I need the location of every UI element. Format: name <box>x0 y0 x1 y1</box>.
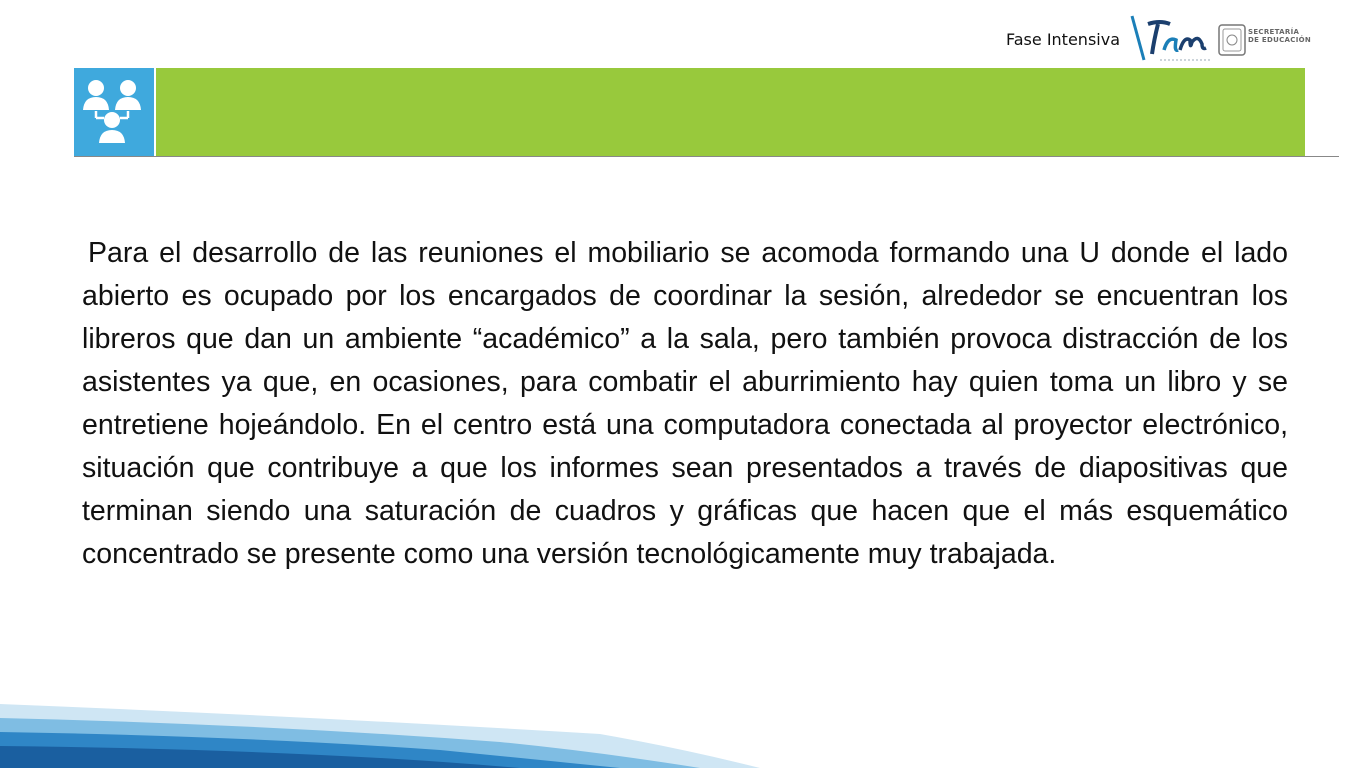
secretaria-logo-text: SECRETARÍA DE EDUCACIÓN <box>1248 28 1312 44</box>
people-network-icon <box>74 68 157 156</box>
government-seal-icon <box>1218 24 1246 56</box>
tam-logo <box>1130 14 1220 64</box>
divider <box>74 156 1339 157</box>
decorative-wave <box>0 690 1365 768</box>
title-banner <box>156 68 1305 156</box>
header-title: Fase Intensiva <box>1006 30 1120 49</box>
body-paragraph: Para el desarrollo de las reuniones el mobiliario se acomoda formando una U donde el lado abierto es ocupado por los encargados de coordinar la sesión, alrededor se encuentran los libreros que dan un ambiente “académico” a la sala, pero también provoca distracción de los asistentes ya que, en ocasiones, para combatir el aburrimiento hay quien toma un libro y se entretiene hojeándolo. En el centro está una computadora conectada al proyector electrónico, situación que contribuye a que los informes sean presentados a través de diapositivas que terminan siendo una saturación de cuadros y gráficas que hacen que el más esquemático concentrado se presente como una versión tecnológicamente muy trabajada. <box>82 237 1288 570</box>
